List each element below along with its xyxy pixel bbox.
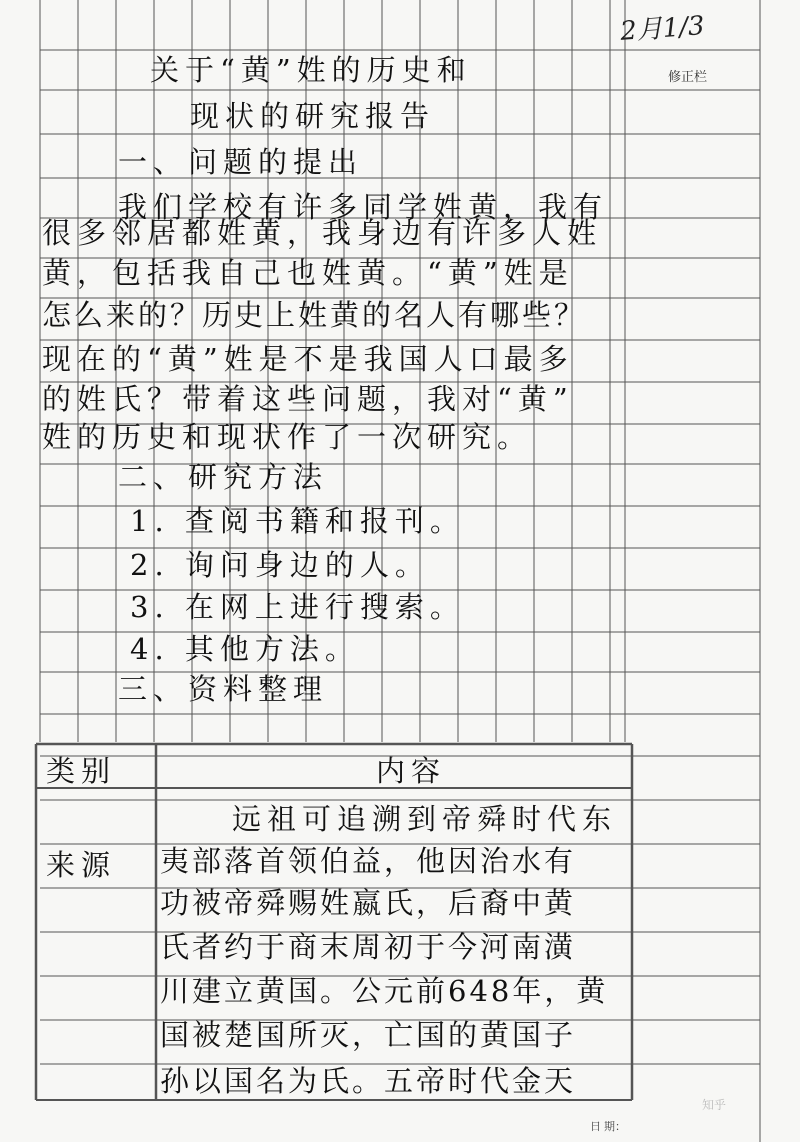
title-line-1: 关于“黄”姓的历史和 [150, 53, 472, 87]
method-item-4: 4. 其他方法。 [130, 632, 360, 666]
table-content-line-2: 夷部落首领伯益，他因治水有 [160, 844, 577, 878]
section-heading-3: 三、资料整理 [118, 672, 329, 706]
correction-column-label: 修正栏 [668, 69, 708, 84]
paragraph-line-2: 很多邻居都姓黄，我身边有许多人姓 [42, 216, 603, 250]
paragraph-line-1: 我们学校有许多同学姓黄，我有 [118, 190, 609, 224]
table-row-category: 来源 [46, 848, 117, 882]
paragraph-line-3: 黄，包括我自己也姓黄。“黄”姓是 [42, 256, 574, 290]
method-item-1: 1. 查阅书籍和报刊。 [130, 504, 465, 538]
paragraph-line-6: 的姓氏？带着这些问题，我对“黄” [42, 382, 574, 416]
table-header-content: 内容 [376, 754, 447, 788]
table-header-category: 类别 [46, 754, 117, 788]
handwritten-date: 2月1/3 [619, 11, 706, 47]
table-content-line-3: 功被帝舜赐姓嬴氏，后裔中黄 [160, 886, 577, 920]
date-footer-label: 日 期： [590, 1121, 627, 1133]
title-line-2: 现状的研究报告 [190, 99, 436, 133]
table-content-line-4: 氏者约于商末周初于今河南潢 [160, 930, 577, 964]
section-heading-1: 一、问题的提出 [118, 145, 364, 179]
table-content-line-5: 川建立黄国。公元前648年，黄 [160, 974, 609, 1008]
watermark: 知乎 [702, 1098, 727, 1112]
section-heading-2: 二、研究方法 [118, 460, 329, 494]
method-item-2: 2. 询问身边的人。 [130, 548, 430, 582]
paragraph-line-4: 怎么来的？历史上姓黄的名人有哪些？ [42, 298, 587, 332]
paragraph-line-7: 姓的历史和现状作了一次研究。 [42, 420, 533, 454]
table-content-line-1: 远祖可追溯到帝舜时代东 [232, 802, 618, 836]
table-content-line-6: 国被楚国所灭，亡国的黄国子 [160, 1018, 577, 1052]
paragraph-line-5: 现在的“黄”姓是不是我国人口最多 [42, 342, 574, 376]
method-item-3: 3. 在网上进行搜索。 [130, 590, 465, 624]
table-content-line-7: 孙以国名为氏。五帝时代金天 [160, 1064, 577, 1098]
